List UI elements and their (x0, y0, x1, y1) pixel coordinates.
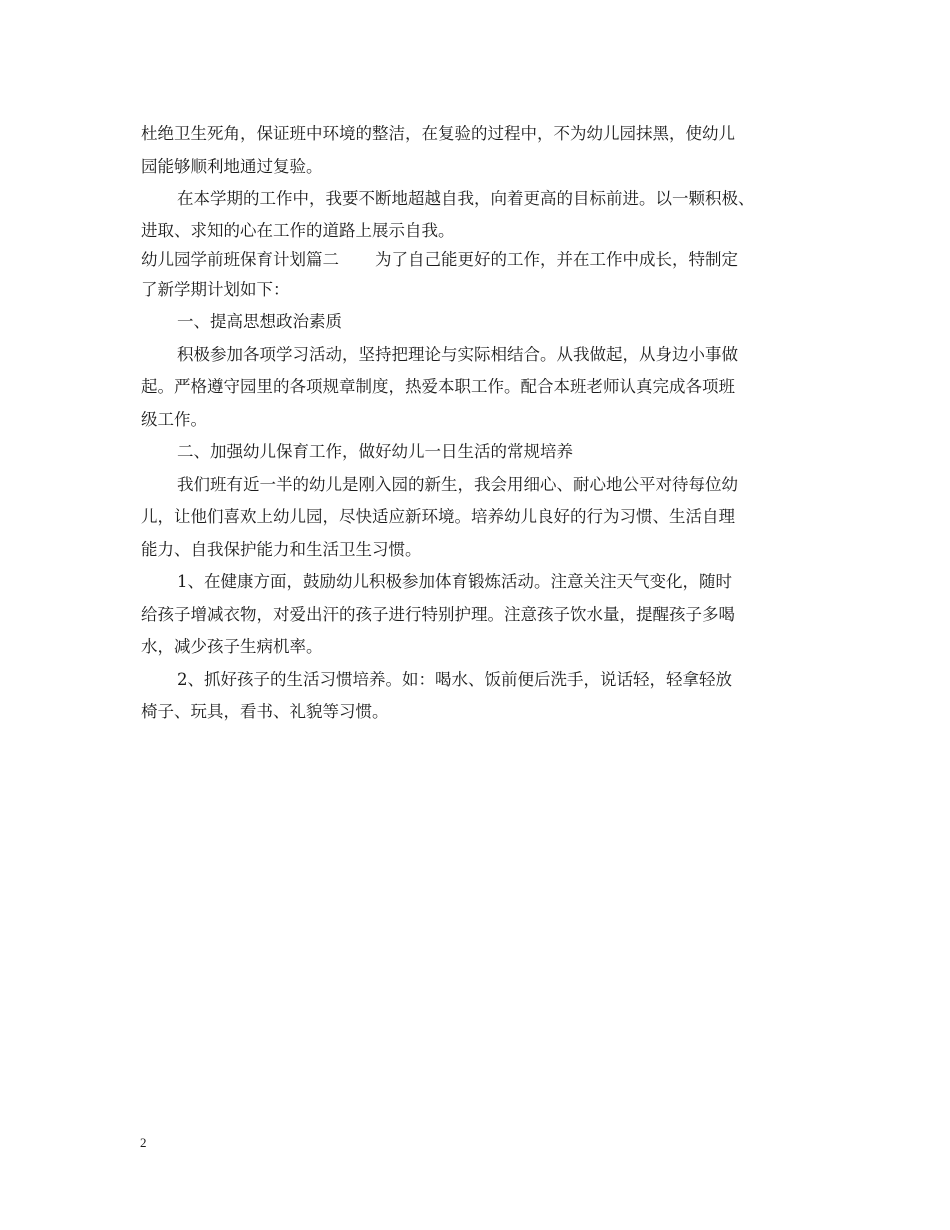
paragraph-newcomers-line-2: 儿，让他们喜欢上幼儿园，尽快适应新环境。培养幼儿良好的行为习惯、生活自理 (141, 507, 735, 526)
document-body (141, 118, 813, 729)
paragraph-2-line-1: 在本学期的工作中，我要不断地超越自我，向着更高的目标前进。以一颗积极、 (177, 189, 755, 208)
paragraph-habits-line-1: 2、抓好孩子的生活习惯培养。如：喝水、饭前便后洗手，说话轻，轻拿轻放 (177, 669, 732, 689)
paragraph-study-line-3: 级工作。 (141, 409, 207, 429)
paragraph-study-line-1: 积极参加各项学习活动，坚持把理论与实际相结合。从我做起，从身边小事做 (177, 344, 738, 364)
section-intro-line-1: 为了自己能更好的工作，并在工作中成长，特制定 (375, 249, 738, 269)
paragraph-habits-line-2: 椅子、玩具，看书、礼貌等习惯。 (141, 702, 389, 721)
paragraph-health-line-1: 1、在健康方面，鼓励幼儿积极参加体育锻炼活动。注意关注天气变化，随时 (177, 572, 732, 591)
paragraph-1-line-2: 园能够顺利地通过复验。 (141, 156, 323, 176)
paragraph-study-line-2: 起。严格遵守园里的各项规章制度，热爱本职工作。配合本班老师认真完成各项班 (141, 377, 735, 396)
paragraph-health-line-3: 水，减少孩子生病机率。 (141, 637, 323, 656)
paragraph-health-line-2: 给孩子增减衣物，对爱出汗的孩子进行特别护理。注意孩子饮水量，提醒孩子多喝 (141, 604, 735, 624)
section-title: 幼儿园学前班保育计划篇二 (141, 249, 339, 269)
paragraph-1-line-1: 杜绝卫生死角，保证班中环境的整洁，在复验的过程中，不为幼儿园抹黑，使幼儿 (141, 124, 735, 143)
heading-childcare: 二、加强幼儿保育工作，做好幼儿一日生活的常规培养 (177, 442, 573, 461)
paragraph-newcomers-line-3: 能力、自我保护能力和生活卫生习惯。 (141, 539, 422, 559)
section-heading-line (141, 245, 813, 274)
heading-political-quality: 一、提高思想政治素质 (177, 312, 342, 331)
page-number: 2 (140, 1135, 147, 1150)
paragraph-newcomers-line-1: 我们班有近一半的幼儿是刚入园的新生，我会用细心、耐心地公平对待每位幼 (177, 474, 738, 494)
section-intro-line-2: 了新学期计划如下： (141, 279, 290, 299)
paragraph-2-line-2: 进取、求知的心在工作的道路上展示自我。 (141, 220, 455, 240)
